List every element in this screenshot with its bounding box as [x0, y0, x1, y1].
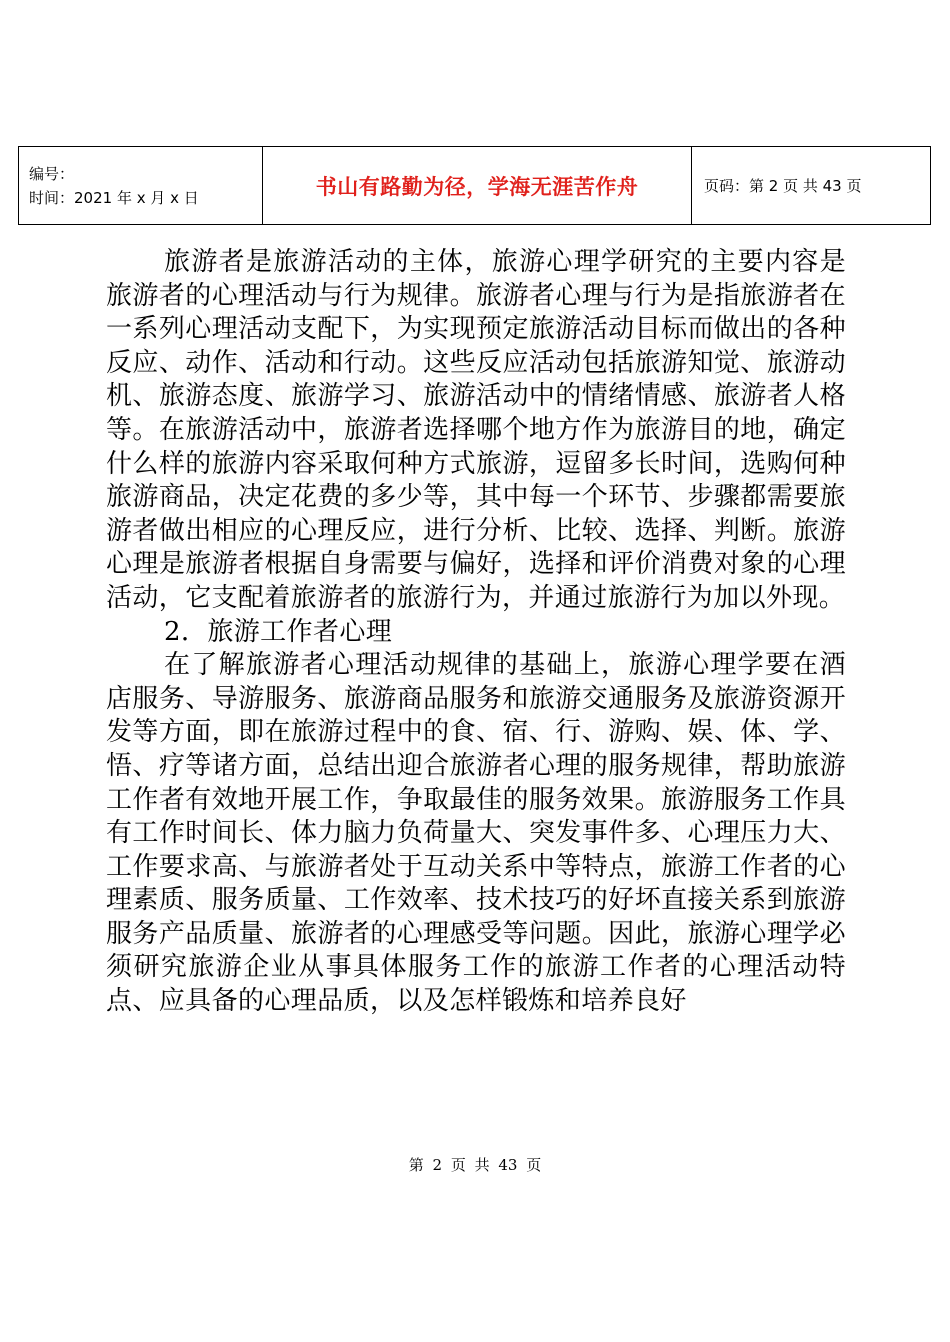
header-meta-cell — [19, 147, 263, 225]
paragraph: 在了解旅游者心理活动规律的基础上，旅游心理学要在酒店服务、导游服务、旅游商品服务和旅游交通服务及旅游资源开发等方面，即在旅游过程中的食、宿、行、游购、娱、体、学、悟、疗等诸方面，总结出迎合旅游者心理的服务规律，帮助旅游工作者有效地开展工作，争取最佳的服务效果。旅游服务工作具有工作时间长、体力脑力负荷量大、突发事件多、心理压力大、工作要求高、与旅游者处于互动关系中等特点，旅游工作者的心理素质、服务质量、工作效率、技术技巧的好坏直接关系到旅游服务产品质量、旅游者的心理感受等问题。因此，旅游心理学必须研究旅游企业从事具体服务工作的旅游工作者的心理活动特点、应具备的心理品质，以及怎样锻炼和培养良好 — [106, 650, 846, 1017]
paragraph: 旅游者是旅游活动的主体，旅游心理学研究的主要内容是旅游者的心理活动与行为规律。旅游者心理与行为是指旅游者在一系列心理活动支配下，为实现预定旅游活动目标而做出的各种反应、动作、活动和行动。这些反应活动包括旅游知觉、旅游动机、旅游态度、旅游学习、旅游活动中的情绪情感、旅游者人格等。在旅游活动中，旅游者选择哪个地方作为旅游目的地，确定什么样的旅游内容采取何种方式旅游，逗留多长时间，选购何种旅游商品，决定花费的多少等，其中每一个环节、步骤都需要旅游者做出相应的心理反应，进行分析、比较、选择、判断。旅游心理是旅游者根据自身需要与偏好，选择和评价消费对象的心理活动，它支配着旅游者的旅游行为，并通过旅游行为加以外现。 — [106, 247, 846, 613]
time-label: 时间：2021 年 x 月 x 日 — [29, 188, 199, 207]
header-page-cell — [692, 147, 931, 225]
document-body — [106, 246, 846, 1019]
page-code: 页码：第 2 页 共 43 页 — [704, 177, 862, 195]
section-heading: 2．旅游工作者心理 — [164, 616, 393, 647]
document-header — [18, 146, 931, 225]
number-label: 编号： — [29, 164, 75, 183]
motto-text: 书山有路勤为径，学海无涯苦作舟 — [315, 174, 639, 199]
page-footer: 第 2 页 共 43 页 — [408, 1156, 542, 1174]
header-motto-cell — [263, 147, 692, 225]
